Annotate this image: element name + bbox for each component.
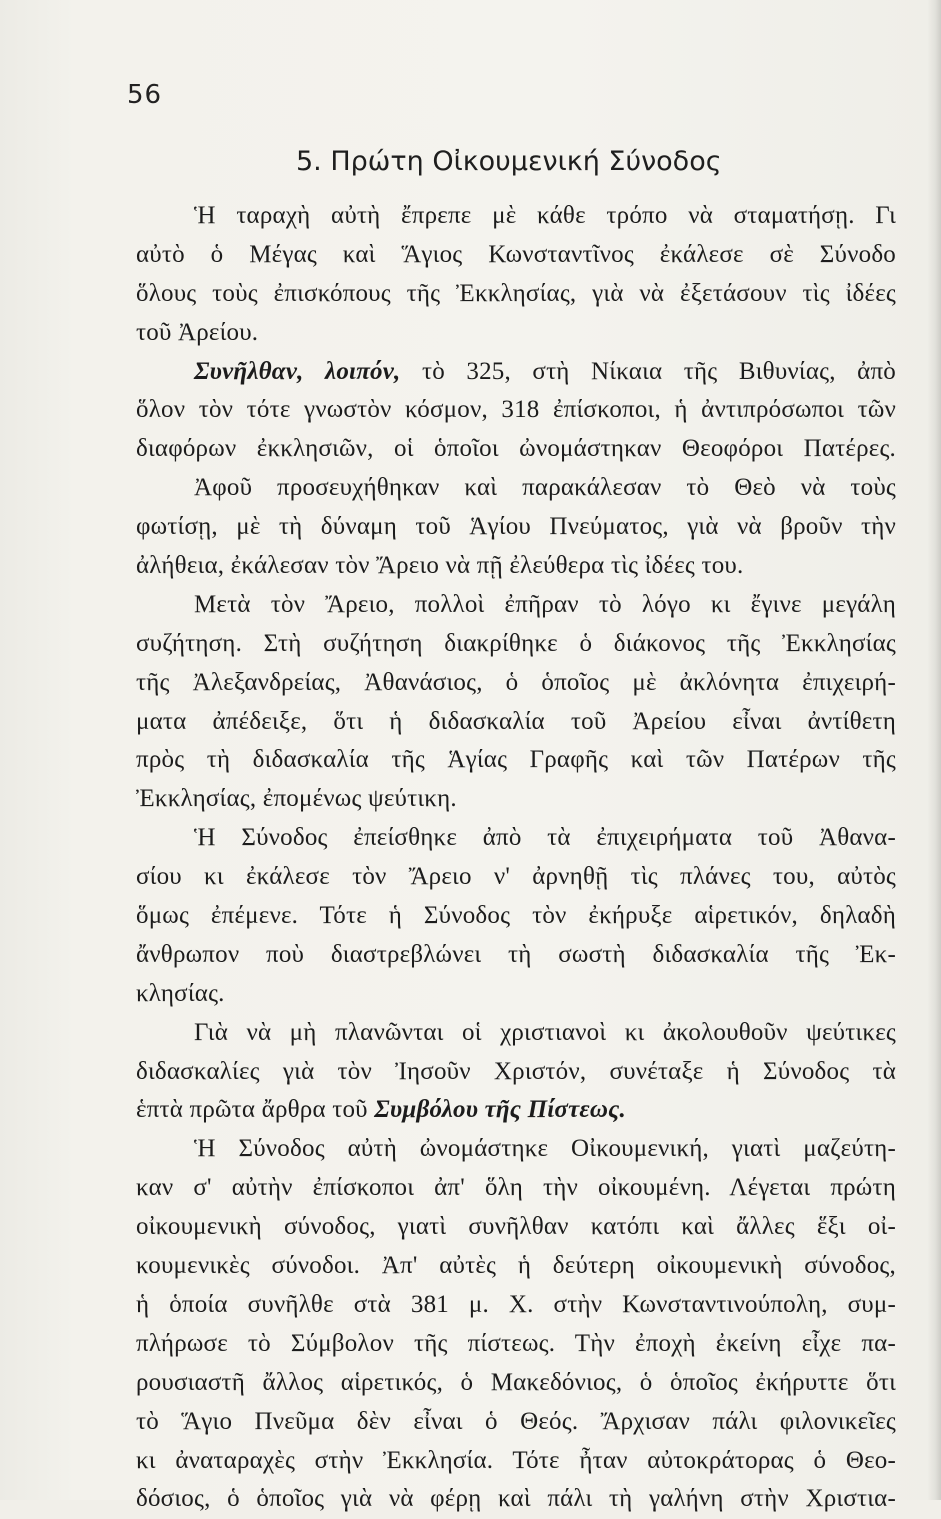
text-line: καν σ' αὐτὴν ἐπίσκοποι ἀπ' ὅλη τὴν οἰκουμένη. Λέγεται πρώτη: [136, 1174, 896, 1202]
text-line: [136, 1091, 896, 1130]
text-line: [136, 353, 896, 392]
text-line: διδασκαλίες γιὰ τὸν Ἰησοῦν Χριστόν, συνέταξε ἡ Σύνοδος τὰ: [136, 1057, 896, 1085]
text-line: πρὸς τὴ διδασκαλία τῆς Ἁγίας Γραφῆς καὶ τῶν Πατέρων τῆς: [136, 746, 896, 774]
text-line: πλήρωσε τὸ Σύμβολον τῆς πίστεως. Τὴν ἐποχὴ ἐκείνη εἶχε πα-: [136, 1329, 896, 1357]
emphasized-text: Συνῆλθαν, λοιπόν,: [194, 357, 401, 385]
text-line: ἄνθρωπον ποὺ διαστρεβλώνει τὴ σωστὴ διδασκαλία τῆς Ἐκ-: [136, 940, 896, 968]
text-line-pre: ἑπτὰ πρῶτα ἄρθρα τοῦ: [136, 1096, 375, 1124]
text-line: οἰκουμενικὴ σύνοδος, γιατὶ συνῆλθαν κατόπι καὶ ἄλλες ἕξι οἰ-: [136, 1213, 896, 1241]
text-line-post: τὸ 325, στὴ Νίκαια τῆς Βιθυνίας, ἀπὸ: [400, 357, 896, 385]
text-line: τῆς Ἀλεξανδρείας, Ἀθανάσιος, ὁ ὁποῖος μὲ ἀκλόνητα ἐπιχειρή-: [136, 668, 896, 696]
text-line: τὸ Ἅγιο Πνεῦμα δὲν εἶναι ὁ Θεός. Ἄρχισαν πάλι φιλονικεῖες: [136, 1407, 896, 1435]
text-line: φωτίσῃ, μὲ τὴ δύναμη τοῦ Ἁγίου Πνεύματος, γιὰ νὰ βροῦν τὴν: [136, 513, 896, 541]
text-line: ἀλήθεια, ἐκάλεσαν τὸν Ἄρειο νὰ πῇ ἐλεύθερα τὶς ἰδέες του.: [136, 552, 744, 580]
body-text: [136, 197, 896, 1519]
text-line: ρουσιαστῆ ἄλλος αἱρετικός, ὁ Μακεδόνιος, ὁ ὁποῖος ἐκήρυττε ὅτι: [136, 1368, 896, 1396]
text-line: Ἐκκλησίας, ἐπομένως ψεύτικη.: [136, 785, 457, 813]
text-line: συζήτηση. Στὴ συζήτηση διακρίθηκε ὁ διάκονος τῆς Ἐκκλησίας: [136, 629, 896, 657]
text-line: κουμενικὲς σύνοδοι. Ἀπ' αὐτὲς ἡ δεύτερη οἰκουμενικὴ σύνοδος,: [136, 1252, 896, 1280]
text-line: ἡ ὁποία συνῆλθε στὰ 381 μ. Χ. στὴν Κωνσταντινούπολη, συμ-: [136, 1290, 896, 1318]
text-line: διαφόρων ἐκκλησιῶν, οἱ ὁποῖοι ὠνομάστηκαν Θεοφόροι Πατέρες.: [136, 435, 896, 463]
text-line: κλησίας.: [136, 979, 225, 1007]
text-line: κι ἀναταραχὲς στὴν Ἐκκλησία. Τότε ἦταν αὐτοκράτορας ὁ Θεο-: [136, 1446, 896, 1474]
text-line: αὐτὸ ὁ Μέγας καὶ Ἅγιος Κωνσταντῖνος ἐκάλεσε σὲ Σύνοδο: [136, 240, 896, 268]
text-line: Γιὰ νὰ μὴ πλανῶνται οἱ χριστιανοὶ κι ἀκολουθοῦν ψεύτικες: [194, 1018, 896, 1046]
emphasized-text: Συμβόλου τῆς Πίστεως.: [374, 1096, 626, 1124]
page-number: 56: [127, 80, 163, 110]
text-line: Ἡ ταραχὴ αὐτὴ ἔπρεπε μὲ κάθε τρόπο νὰ σταματήσῃ. Γι: [194, 202, 896, 229]
text-line: ὅμως ἐπέμενε. Τότε ἡ Σύνοδος τὸν ἐκήρυξε αἱρετικόν, δηλαδὴ: [136, 902, 896, 930]
text-line: σίου κι ἐκάλεσε τὸν Ἄρειο ν' ἀρνηθῇ τὶς πλάνες του, αὐτὸς: [136, 863, 896, 891]
text-line: ματα ἀπέδειξε, ὅτι ἡ διδασκαλία τοῦ Ἀρείου εἶναι ἀντίθετη: [136, 707, 896, 735]
page-edge-shadow: [927, 0, 941, 1500]
text-line: δόσιος, ὁ ὁποῖος γιὰ νὰ φέρῃ καὶ πάλι τὴ γαλήνη στὴν Χριστια-: [136, 1485, 896, 1513]
text-line: Μετὰ τὸν Ἄρειο, πολλοὶ ἐπῆραν τὸ λόγο κι ἔγινε μεγάλη: [194, 590, 896, 618]
text-line: ὅλους τοὺς ἐπισκόπους τῆς Ἐκκλησίας, γιὰ νὰ ἐξετάσουν τὶς ἰδέες: [136, 279, 896, 307]
text-line: Ἡ Σύνοδος ἐπείσθηκε ἀπὸ τὰ ἐπιχειρήματα τοῦ Ἀθανα-: [194, 824, 896, 852]
chapter-title: 5. Πρώτη Οἰκουμενική Σύνοδος: [296, 146, 722, 177]
text-line: Ἡ Σύνοδος αὐτὴ ὠνομάστηκε Οἰκουμενική, γιατὶ μαζεύτη-: [194, 1135, 896, 1163]
text-line: Ἀφοῦ προσευχήθηκαν καὶ παρακάλεσαν τὸ Θεὸ νὰ τοὺς: [194, 474, 896, 502]
text-line: τοῦ Ἀρείου.: [136, 318, 259, 346]
text-line: ὅλον τὸν τότε γνωστὸν κόσμον, 318 ἐπίσκοποι, ἡ ἀντιπρόσωποι τῶν: [136, 396, 896, 424]
